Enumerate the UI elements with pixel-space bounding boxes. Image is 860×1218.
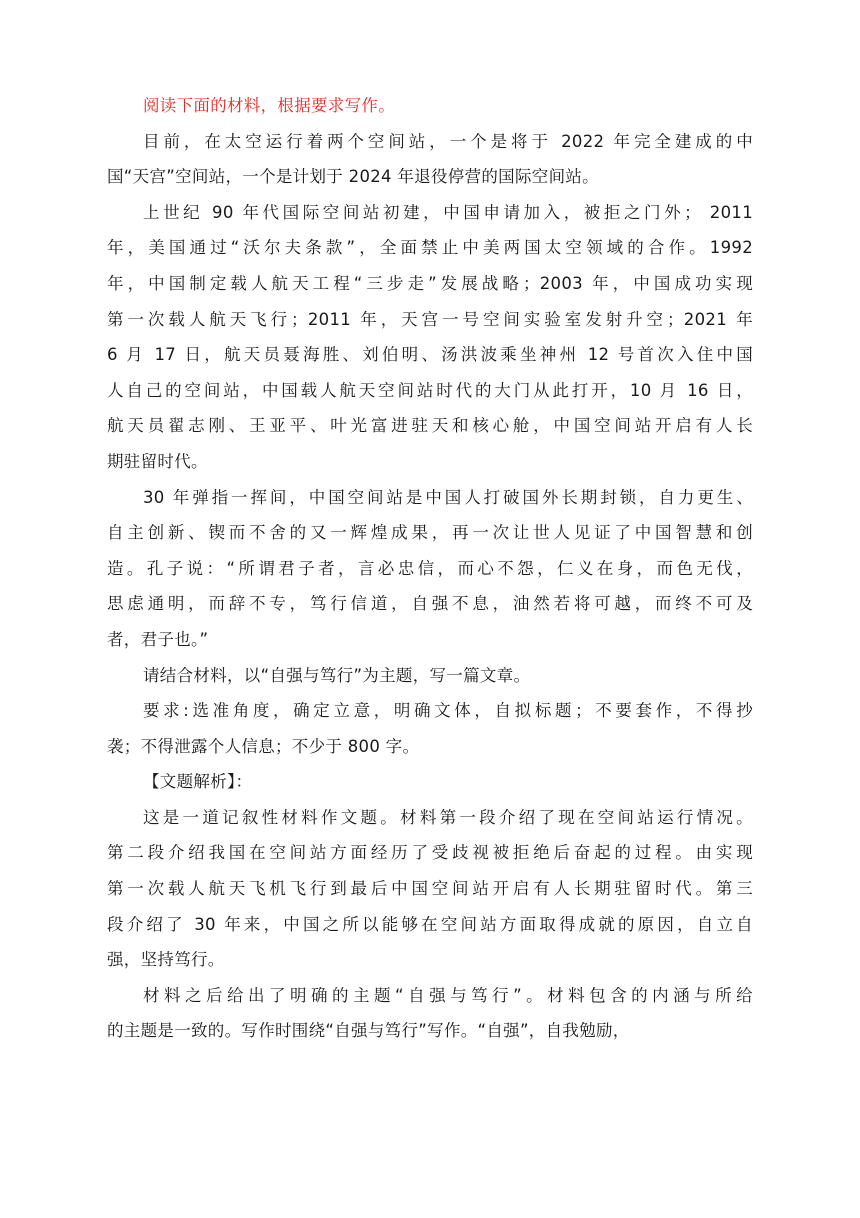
text-line: 者，君子也。” xyxy=(107,629,209,649)
text-line: 【文题解析】： xyxy=(143,772,253,792)
task-instruction xyxy=(107,658,753,694)
requirements xyxy=(107,693,753,764)
text-line: 国“天宫”空间站，一个是计划于 2024 年退役停营的国际空间站。 xyxy=(107,167,599,187)
text-line: 第二段介绍我国在空间站方面经历了受歧视被拒绝后奋起的过程。由实现 xyxy=(107,843,753,863)
text-line: 第一次载人航天飞机飞行到最后中国空间站开启有人长期驻留时代。第三 xyxy=(107,879,753,899)
analysis-paragraph-2 xyxy=(107,978,753,1049)
text-line: 航天员翟志刚、王亚平、叶光富进驻天和核心舱，中国空间站开启有人长 xyxy=(107,416,753,436)
document-page xyxy=(107,88,753,1049)
material-paragraph-1 xyxy=(107,124,753,195)
text-line: 这是一道记叙性材料作文题。材料第一段介绍了现在空间站运行情况。 xyxy=(143,807,753,827)
material-paragraph-3 xyxy=(107,480,753,658)
text-line: 袭；不得泄露个人信息；不少于 800 字。 xyxy=(107,736,420,756)
text-line: 要求:选准角度，确定立意，明确文体，自拟标题；不要套作，不得抄 xyxy=(143,701,753,721)
text-line: 思虑通明，而辞不专，笃行信道，自强不息，油然若将可越，而终不可及 xyxy=(107,594,753,614)
text-line: 造。孔子说：“所谓君子者，言必忠信，而心不怨，仁义在身，而色无伐， xyxy=(107,558,753,578)
text-line: 年，美国通过“沃尔夫条款”，全面禁止中美两国太空领域的合作。1992 xyxy=(107,238,753,258)
text-line: 的主题是一致的。写作时围绕“自强与笃行”写作。“自强”，自我勉励， xyxy=(107,1021,630,1041)
text-line: 段介绍了 30 年来，中国之所以能够在空间站方面取得成就的原因，自立自 xyxy=(107,914,753,934)
text-line: 目前，在太空运行着两个空间站，一个是将于 2022 年完全建成的中 xyxy=(143,131,753,151)
text-line: 请结合材料，以“自强与笃行”为主题，写一篇文章。 xyxy=(143,665,531,685)
text-line: 自主创新、锲而不舍的又一辉煌成果，再一次让世人见证了中国智慧和创 xyxy=(107,523,753,543)
text-line: 第一次载人航天飞行；2011 年，天宫一号空间实验室发射升空；2021 年 xyxy=(107,309,753,329)
text-line: 期驻留时代。 xyxy=(107,451,208,471)
text-line: 强，坚持笃行。 xyxy=(107,950,225,970)
analysis-heading xyxy=(107,764,753,800)
text-line: 上世纪 90 年代国际空间站初建，中国申请加入，被拒之门外； 2011 xyxy=(143,202,753,222)
prompt-heading xyxy=(107,88,753,124)
material-paragraph-2 xyxy=(107,195,753,480)
analysis-paragraph-1 xyxy=(107,800,753,978)
text-line: 年，中国制定载人航天工程“三步走”发展战略；2003 年，中国成功实现 xyxy=(107,273,753,293)
text-line: 人自己的空间站，中国载人航天空间站时代的大门从此打开，10 月 16 日， xyxy=(107,380,753,400)
text-line: 30 年弹指一挥间，中国空间站是中国人打破国外长期封锁，自力更生、 xyxy=(143,487,753,507)
text-line: 6 月 17 日，航天员聂海胜、刘伯明、汤洪波乘坐神州 12 号首次入住中国 xyxy=(107,345,753,365)
text-line: 阅读下面的材料，根据要求写作。 xyxy=(143,96,395,115)
text-line: 材料之后给出了明确的主题“自强与笃行”。材料包含的内涵与所给 xyxy=(143,985,753,1005)
